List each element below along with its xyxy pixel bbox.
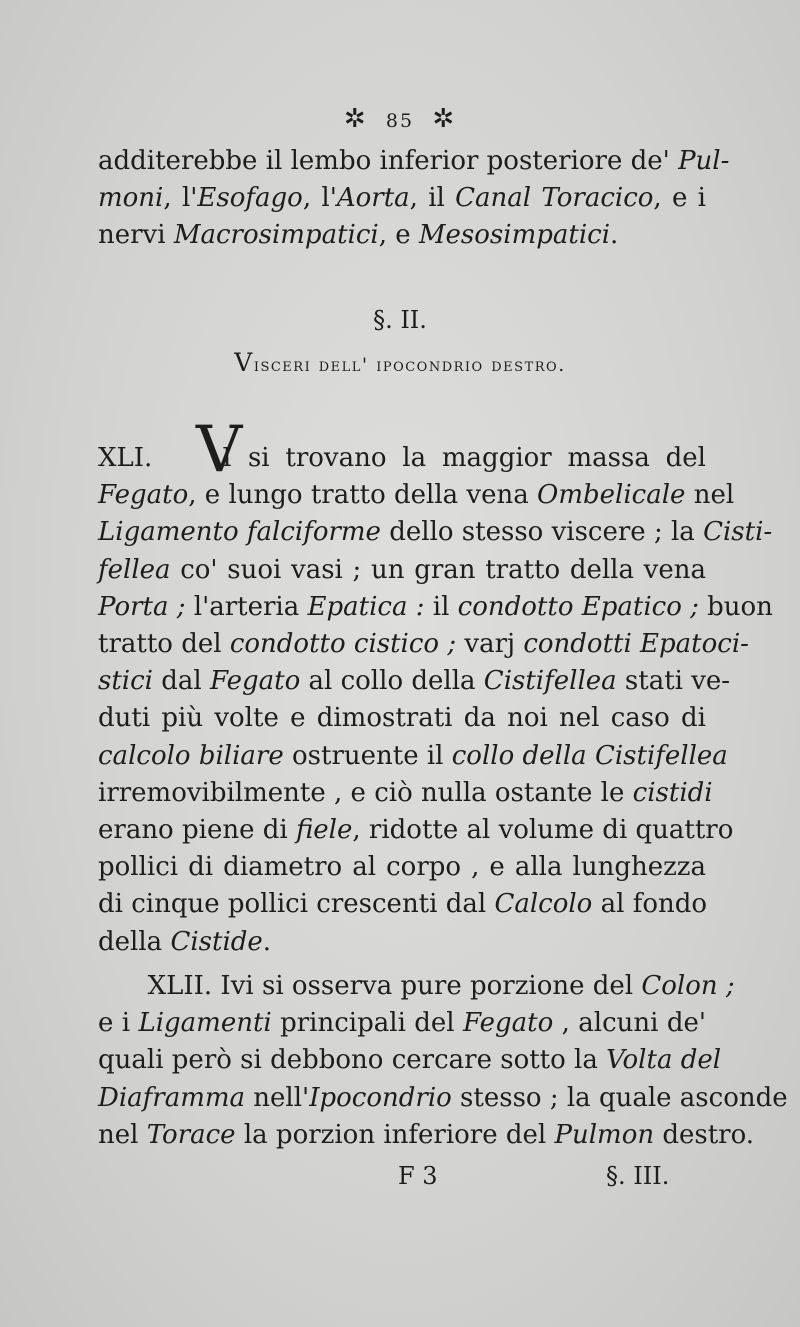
italic-term: calcolo biliare [98, 740, 284, 771]
italic-term: Ombelicale [537, 480, 686, 511]
text-run: duti più volte e dimostrati da noi nel caso di [98, 703, 706, 734]
text-run: varj [456, 629, 524, 660]
page-header [0, 104, 800, 134]
italic-term: Cisti- [703, 517, 773, 548]
italic-term: Ipocondrio [309, 1082, 452, 1113]
italic-term: Epatica : [307, 591, 425, 622]
catchword: §. III. [606, 1162, 670, 1190]
italic-term: Esofago [197, 183, 303, 214]
text-run: . [610, 220, 619, 251]
text-run: . [262, 926, 272, 957]
text-line [98, 700, 706, 737]
text-run: , alcuni de' [553, 1008, 706, 1039]
text-run: e i [98, 1008, 139, 1039]
text-run: della [98, 926, 171, 957]
italic-term: condotti Epatoci- [523, 629, 749, 660]
text-run: stati ve- [616, 666, 731, 697]
italic-term: Diaframma [98, 1082, 246, 1113]
text-line [98, 180, 706, 217]
text-run: quali però si debbono cercare sotto la [98, 1045, 607, 1076]
text-run: , l' [163, 183, 198, 214]
text-run: erano piene di [98, 815, 296, 846]
italic-term: Ligamenti [138, 1008, 272, 1039]
text-line [98, 968, 735, 1005]
text-line [98, 217, 706, 254]
italic-term: Pul- [678, 146, 730, 176]
italic-term: Cistifellea [483, 666, 617, 697]
text-run: nell' [245, 1082, 310, 1113]
italic-term: Volta del [606, 1045, 722, 1076]
section-number: §. II. [373, 306, 427, 334]
text-line [98, 886, 706, 923]
italic-term: collo della Cistifellea [451, 740, 728, 771]
italic-term: Mesosimpatici [418, 220, 611, 251]
ornament-right-icon: ✲ [432, 104, 457, 134]
text-line [98, 143, 730, 180]
text-line [98, 1042, 722, 1079]
italic-term: Macrosimpatici [173, 220, 379, 251]
text-run: al collo della [300, 666, 484, 697]
text-run: XLI. [98, 443, 184, 473]
text-line [98, 663, 731, 700]
text-run: buon [698, 591, 773, 622]
text-run: co' suoi vasi ; un gran tratto della vena [170, 554, 706, 585]
text-run: , e [378, 220, 419, 251]
text-line [98, 924, 706, 961]
text-run: tratto del [98, 629, 230, 660]
text-run: , ridotte al volume di quattro [352, 815, 734, 846]
italic-term: fellea [98, 554, 171, 585]
text-line [98, 514, 773, 551]
text-run: I si trovano la maggior massa del [221, 443, 706, 473]
text-run: , e lungo tratto della vena [188, 480, 538, 511]
text-run: , l' [302, 183, 337, 214]
text-line [98, 812, 734, 849]
text-run: XLII. Ivi si osserva pure porzione del [98, 971, 642, 1001]
text-run: additerebbe il lembo inferior posteriore de' [98, 146, 679, 176]
italic-term: Canal Toracico [455, 183, 654, 214]
italic-term: stici [98, 666, 153, 697]
section-title [0, 348, 800, 377]
text-run: il [424, 591, 458, 622]
text-run: nel [98, 1119, 147, 1150]
text-run: , il [409, 183, 456, 214]
section-title-rest: isceri dell' ipocondrio destro. [253, 354, 566, 376]
text-line [98, 1005, 706, 1042]
text-line [98, 775, 713, 812]
text-run: dal [152, 666, 210, 697]
section-title-initial: V [234, 348, 254, 377]
italic-term: Pulmon [554, 1119, 655, 1150]
italic-term: Colon ; [641, 971, 735, 1001]
italic-term: condotto Epatico ; [457, 591, 699, 622]
italic-term: Aorta [336, 183, 410, 214]
italic-term: Ligamento falciforme [98, 517, 381, 548]
text-run: stesso ; la quale asconde [451, 1082, 788, 1113]
italic-term: Torace [146, 1119, 236, 1150]
text-line [98, 552, 706, 589]
italic-term: Porta ; [98, 591, 186, 622]
italic-term: moni [98, 183, 164, 214]
text-run: la porzion inferiore del [235, 1119, 555, 1150]
paragraph-xlii [98, 968, 788, 1154]
text-run: pollici di diametro al corpo , e alla lunghezza [98, 852, 706, 883]
italic-term: Fegato [462, 1008, 554, 1039]
text-line [98, 477, 735, 514]
text-run: ostruente il [283, 740, 452, 771]
italic-term: Fegato [98, 480, 189, 511]
text-run: l'arteria [185, 591, 308, 622]
italic-term: cistidi [632, 777, 713, 808]
continued-text [98, 143, 730, 255]
text-line [98, 1117, 755, 1154]
printer-signature: F 3 [398, 1162, 438, 1190]
paragraph-xli [98, 440, 773, 961]
drop-cap: V [196, 413, 243, 487]
text-run: nel [685, 480, 735, 511]
text-run: nervi [98, 220, 174, 251]
italic-term: Cistide [170, 926, 263, 957]
text-line [98, 440, 706, 477]
text-run: principali del [271, 1008, 463, 1039]
text-line [98, 849, 706, 886]
italic-term: Fegato [209, 666, 301, 697]
text-line [98, 738, 728, 775]
text-run: irremovibilmente , e ciò nulla ostante le [98, 777, 633, 808]
page-number: 85 [385, 110, 415, 132]
text-line [98, 589, 773, 626]
text-run: dello stesso viscere ; la [380, 517, 704, 548]
text-run: di cinque pollici crescenti dal [98, 889, 495, 920]
text-run: destro. [654, 1119, 755, 1150]
text-line [98, 1080, 788, 1117]
text-run: al fondo [592, 889, 708, 920]
italic-term: Calcolo [494, 889, 593, 920]
italic-term: condotto cistico ; [229, 629, 457, 660]
italic-term: fiele [295, 815, 353, 846]
ornament-left-icon: ✲ [343, 104, 368, 134]
text-line [98, 626, 749, 663]
text-run: , e i [653, 183, 706, 214]
